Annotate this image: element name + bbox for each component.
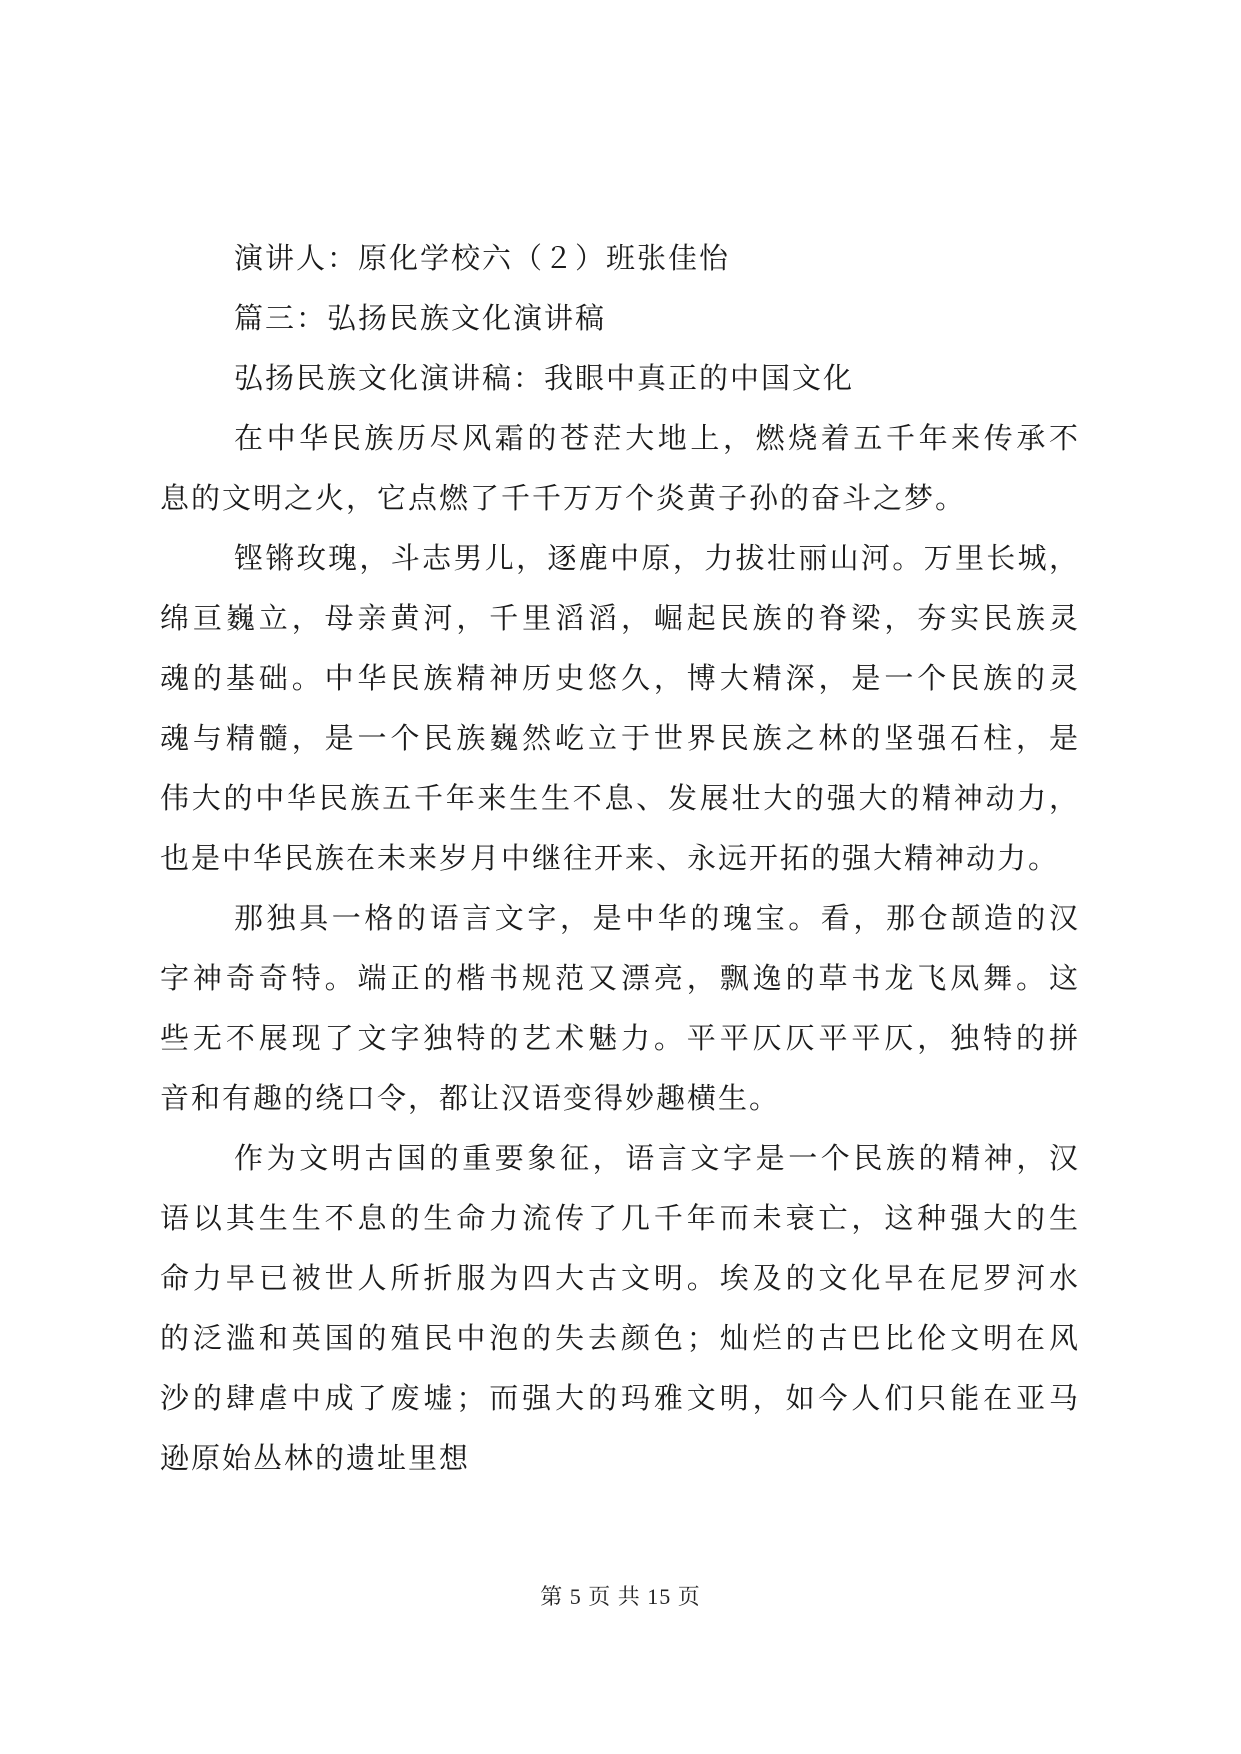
paragraph-line: 也是中华民族在未来岁月中继往开来、永远开拓的强大精神动力。 — [160, 841, 1060, 875]
paragraph-line: 些无不展现了文字独特的艺术魅力。平平仄仄平平仄，独特的拼 — [160, 1021, 1080, 1055]
paragraph-line: 逊原始丛林的遗址里想 — [160, 1441, 471, 1475]
speech-title: 弘扬民族文化演讲稿：我眼中真正的中国文化 — [234, 361, 855, 395]
paragraph-line: 息的文明之火，它点燃了千千万万个炎黄子孙的奋斗之梦。 — [160, 481, 967, 515]
paragraph-line: 魂与精髓，是一个民族巍然屹立于世界民族之林的坚强石柱，是 — [160, 721, 1080, 755]
page-number-footer: 第 5 页 共 15 页 — [540, 1584, 701, 1609]
paragraph-line: 语以其生生不息的生命力流传了几千年而未衰亡，这种强大的生 — [160, 1201, 1080, 1235]
paragraph-line: 命力早已被世人所折服为四大古文明。埃及的文化早在尼罗河水 — [160, 1261, 1080, 1295]
document-body — [160, 228, 1080, 1488]
section-heading: 篇三：弘扬民族文化演讲稿 — [234, 301, 607, 335]
paragraph-line: 绵亘巍立，母亲黄河，千里滔滔，崛起民族的脊梁，夯实民族灵 — [160, 601, 1080, 635]
paragraph-line: 魂的基础。中华民族精神历史悠久，博大精深，是一个民族的灵 — [160, 661, 1080, 695]
paragraph-line: 那独具一格的语言文字，是中华的瑰宝。看，那仓颉造的汉 — [234, 901, 1080, 935]
paragraph-line: 在中华民族历尽风霜的苍茫大地上，燃烧着五千年来传承不 — [234, 421, 1080, 455]
paragraph-line: 沙的肆虐中成了废墟；而强大的玛雅文明，如今人们只能在亚马 — [160, 1381, 1080, 1415]
paragraph-line: 作为文明古国的重要象征，语言文字是一个民族的精神，汉 — [234, 1141, 1080, 1175]
paragraph-line: 铿锵玫瑰，斗志男儿，逐鹿中原，力拔壮丽山河。万里长城， — [234, 541, 1080, 575]
paragraph-line: 字神奇奇特。端正的楷书规范又漂亮，飘逸的草书龙飞凤舞。这 — [160, 961, 1080, 995]
paragraph-line: 伟大的中华民族五千年来生生不息、发展壮大的强大的精神动力， — [160, 781, 1080, 815]
paragraph-line: 音和有趣的绕口令，都让汉语变得妙趣横生。 — [160, 1081, 781, 1115]
speaker-line: 演讲人：原化学校六（２）班张佳怡 — [234, 241, 731, 275]
paragraph-line: 的泛滥和英国的殖民中泡的失去颜色；灿烂的古巴比伦文明在风 — [160, 1321, 1080, 1355]
